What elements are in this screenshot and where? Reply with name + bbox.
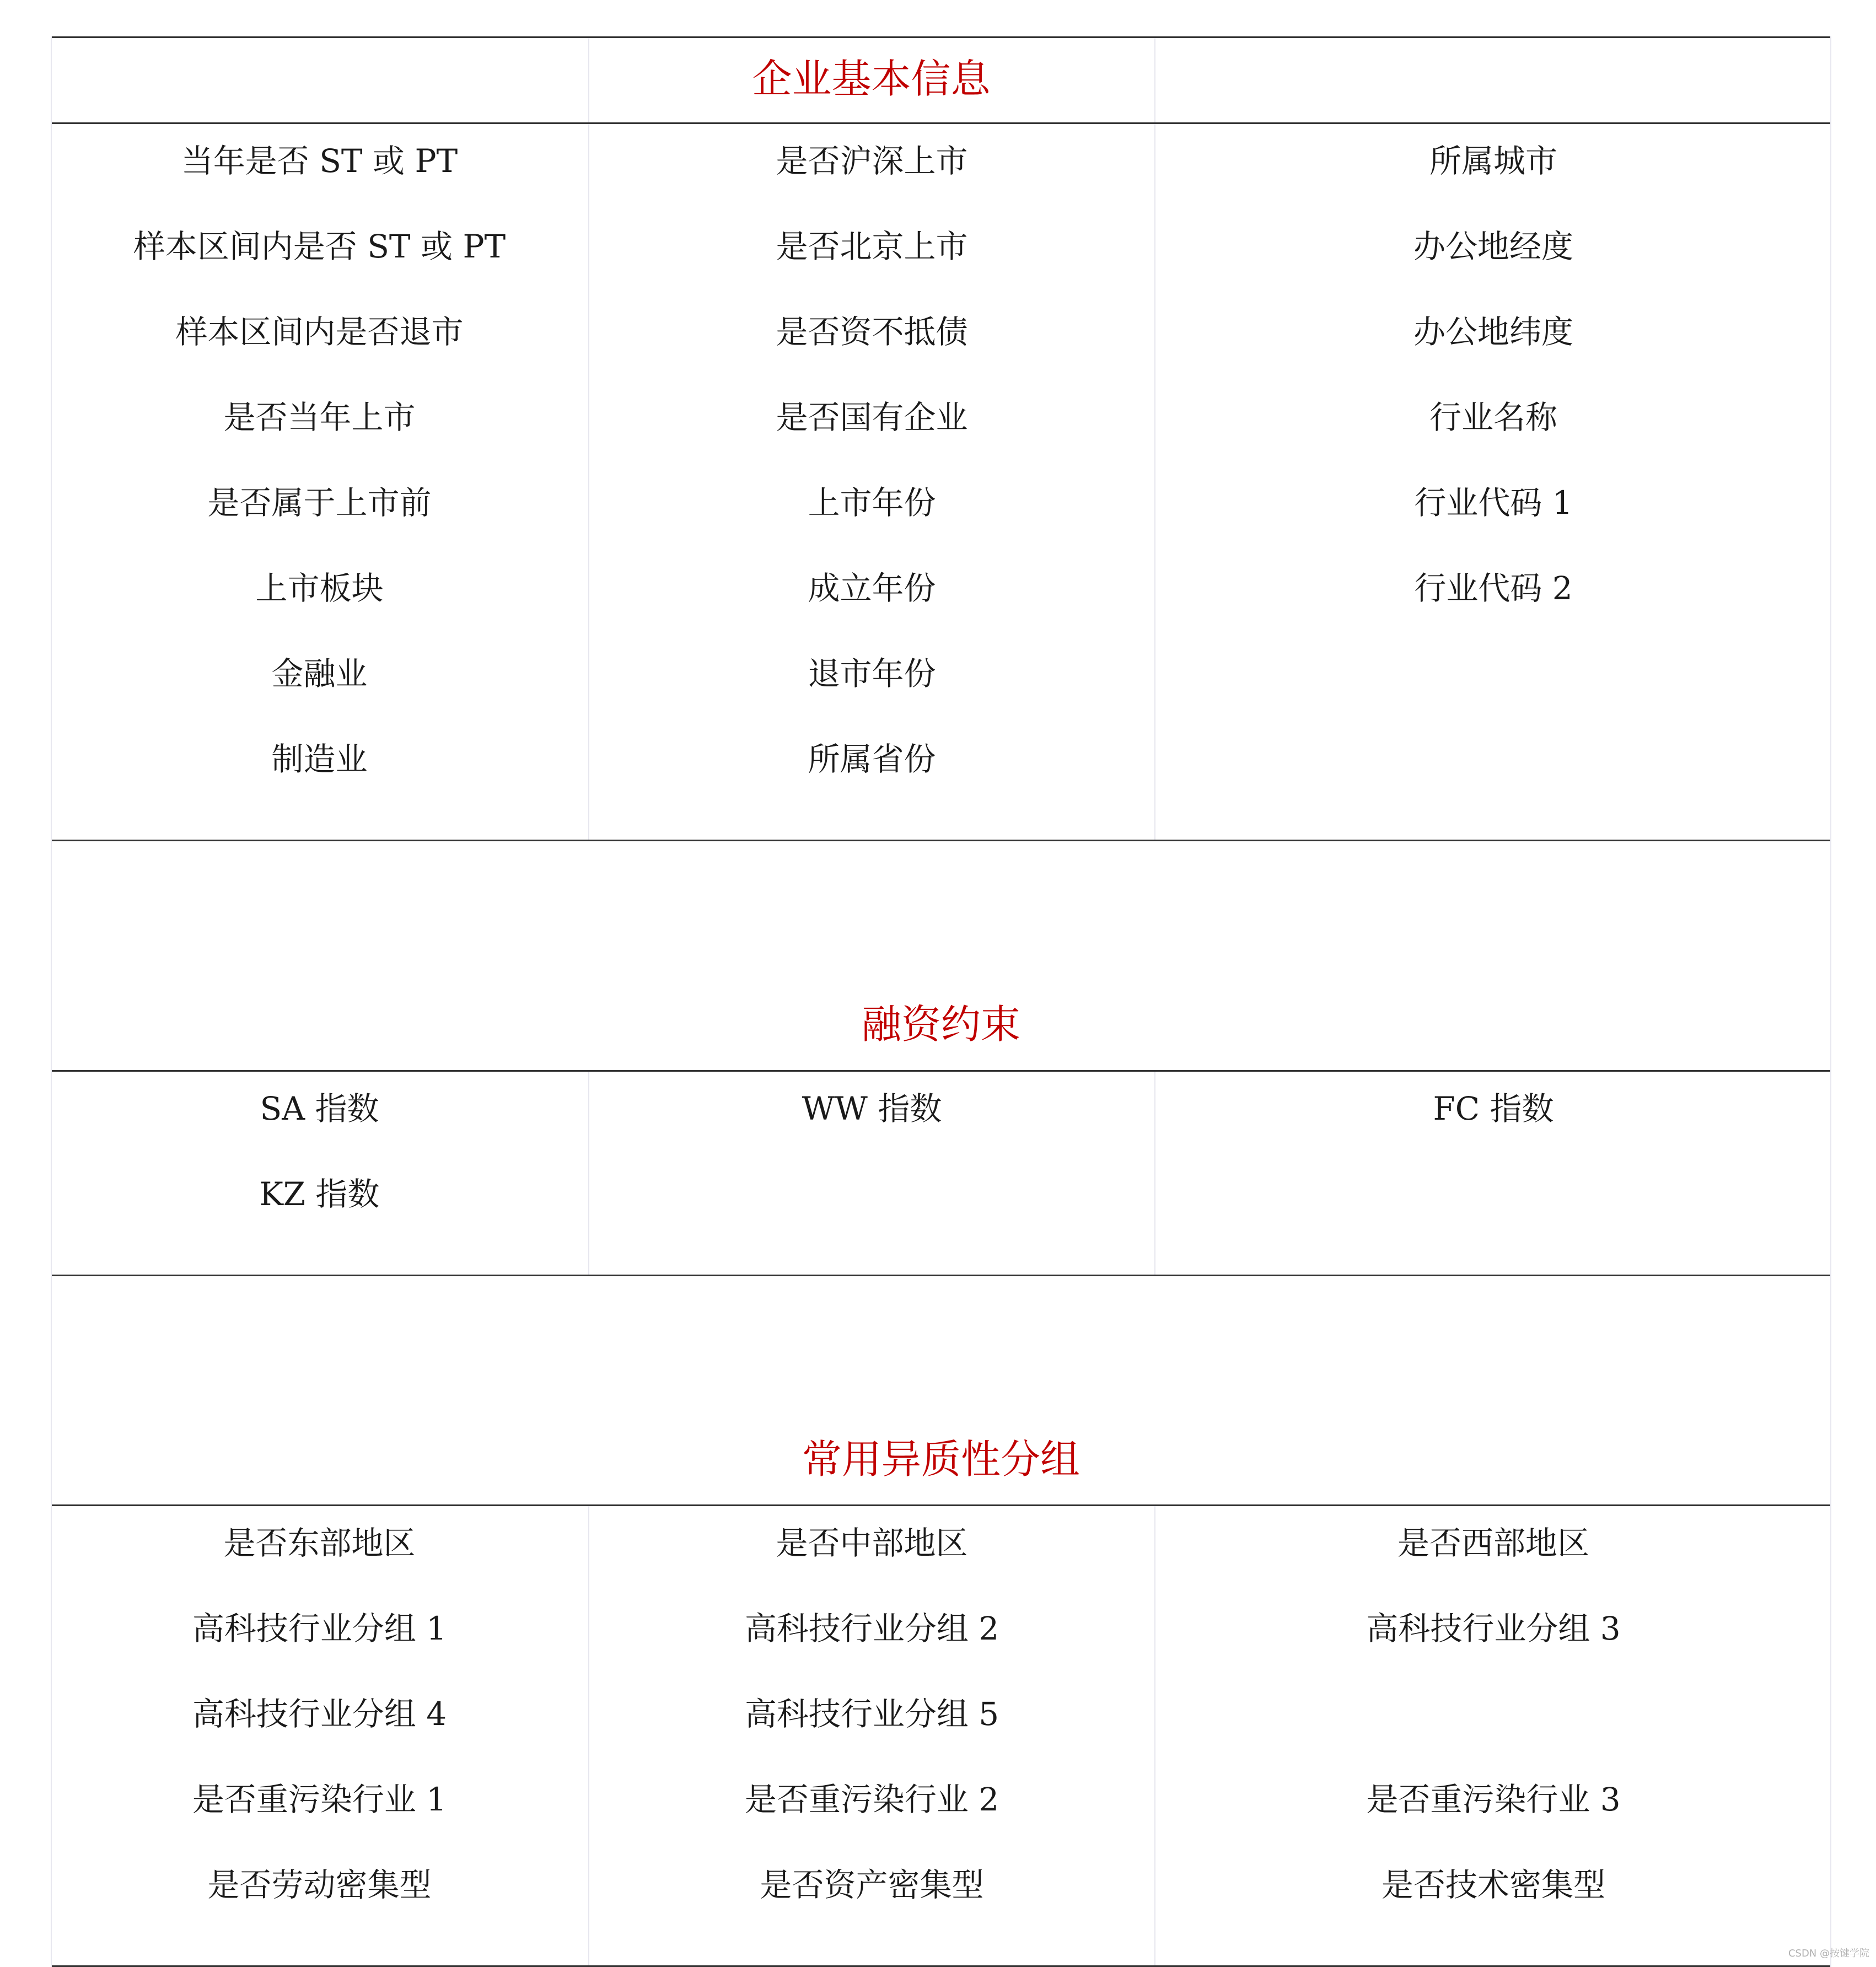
- field-label: 办公地纬度: [1413, 313, 1573, 351]
- field-label: 所属省份: [808, 740, 936, 778]
- field-label-empty: [1155, 1698, 1831, 1783]
- grid-column: [588, 1506, 1154, 1965]
- field-label: 高科技行业分组 4: [192, 1695, 447, 1733]
- grid-column: [51, 1506, 588, 1965]
- field-label: 是否中部地区: [776, 1524, 968, 1562]
- section-header: [51, 36, 1831, 122]
- section-header: [51, 1276, 1831, 1504]
- field-label: 高科技行业分组 5: [744, 1695, 999, 1733]
- data-sheet: [51, 36, 1831, 1967]
- field-label: 上市年份: [808, 484, 936, 522]
- field-label: 是否北京上市: [776, 228, 968, 265]
- section-grid: [51, 122, 1831, 841]
- field-label: 是否沪深上市: [776, 142, 968, 180]
- section-financing-constraints: [51, 841, 1831, 1276]
- section-title: 常用异质性分组: [802, 1436, 1080, 1482]
- field-label: 所属城市: [1429, 142, 1557, 180]
- section-heterogeneity-groups: [51, 1276, 1831, 1967]
- grid-column: [1154, 1072, 1831, 1275]
- grid-column: [588, 1072, 1154, 1275]
- section-title: 融资约束: [861, 1001, 1020, 1047]
- field-label: 高科技行业分组 3: [1366, 1610, 1621, 1647]
- field-label: 是否资产密集型: [760, 1866, 984, 1904]
- field-label: 金融业: [271, 655, 368, 692]
- sheet-right-edge: [1830, 36, 1831, 1967]
- field-label: 是否重污染行业 3: [1366, 1781, 1621, 1818]
- field-label: 退市年份: [808, 655, 936, 692]
- grid-column: [1154, 124, 1831, 840]
- watermark: CSDN @按键学院: [1788, 1948, 1869, 1959]
- header-divider: [588, 38, 589, 122]
- grid-column: [588, 124, 1154, 840]
- section-basic-info: [51, 36, 1831, 841]
- field-label: KZ 指数: [259, 1175, 380, 1213]
- grid-column: [1154, 1506, 1831, 1965]
- field-label: 成立年份: [808, 569, 936, 607]
- field-label: 当年是否 ST 或 PT: [181, 142, 458, 180]
- field-label: 行业代码 2: [1414, 569, 1573, 607]
- header-divider: [1154, 38, 1155, 122]
- field-label: 是否劳动密集型: [207, 1866, 432, 1904]
- field-label: 是否当年上市: [223, 399, 416, 436]
- field-label: 高科技行业分组 1: [192, 1610, 447, 1647]
- field-label: 办公地经度: [1413, 228, 1573, 265]
- field-label: 制造业: [271, 740, 368, 778]
- field-label: WW 指数: [802, 1090, 942, 1127]
- field-label: 是否重污染行业 2: [744, 1781, 999, 1818]
- field-label: 行业代码 1: [1414, 484, 1573, 522]
- field-label: 是否属于上市前: [207, 484, 432, 522]
- section-header: [51, 841, 1831, 1070]
- field-label: FC 指数: [1433, 1090, 1554, 1127]
- field-label: 是否重污染行业 1: [192, 1781, 447, 1818]
- field-label: 是否西部地区: [1397, 1524, 1589, 1562]
- field-label: 样本区间内是否 ST 或 PT: [133, 228, 506, 265]
- section-title: 企业基本信息: [752, 56, 991, 102]
- field-label: 高科技行业分组 2: [744, 1610, 999, 1647]
- section-grid: [51, 1070, 1831, 1276]
- section-grid: [51, 1504, 1831, 1967]
- field-label: 样本区间内是否退市: [175, 313, 464, 351]
- field-label: 是否资不抵债: [776, 313, 968, 351]
- field-label: 是否东部地区: [223, 1524, 416, 1562]
- field-label: 行业名称: [1429, 399, 1557, 436]
- sheet-left-edge: [51, 36, 52, 1967]
- field-label: SA 指数: [260, 1090, 379, 1127]
- field-label: 是否技术密集型: [1381, 1866, 1605, 1904]
- grid-column: [51, 1072, 588, 1275]
- grid-column: [51, 124, 588, 840]
- field-label: 上市板块: [255, 569, 384, 607]
- field-label: 是否国有企业: [776, 399, 968, 436]
